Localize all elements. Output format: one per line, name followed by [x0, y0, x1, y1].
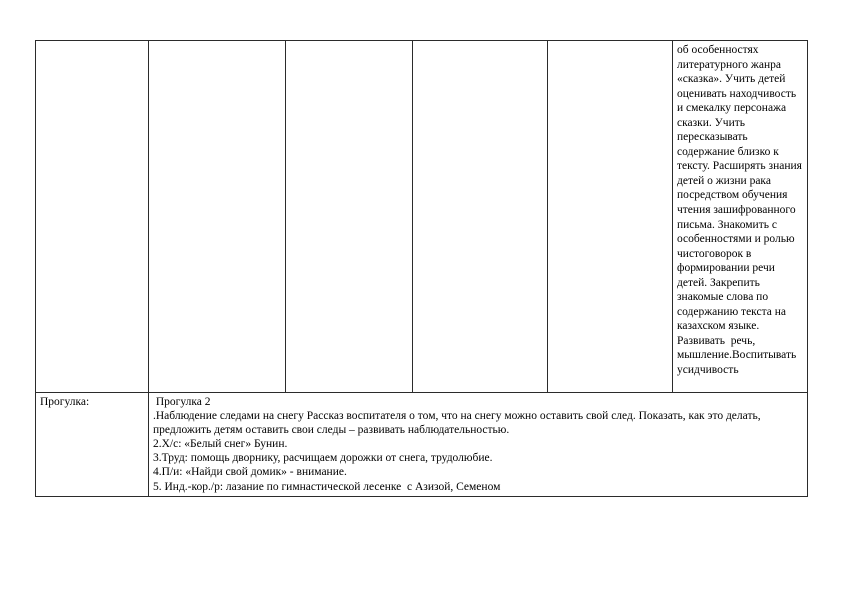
empty-cell-5 — [548, 41, 673, 393]
empty-cell-3 — [286, 41, 413, 393]
walk-label-cell: Прогулка: — [36, 393, 149, 497]
empty-cell-4 — [413, 41, 548, 393]
walk-item-individual-work: 5. Инд.-кор./р: лазание по гимнастической лесенке с Азизой, Семеном — [153, 480, 501, 493]
walk-row — [36, 393, 808, 497]
walk-item-fiction: 2.Х/с: «Белый снег» Бунин. — [153, 438, 288, 451]
objectives-row — [36, 41, 808, 393]
lesson-plan-table — [35, 40, 808, 497]
empty-cell-2 — [149, 41, 286, 393]
walk-content-cell — [149, 393, 808, 497]
walk-title: Прогулка 2 — [153, 396, 211, 408]
walk-item-game: 4.П/и: «Найди свой домик» - внимание. — [153, 466, 347, 479]
walk-item-labor: 3.Труд: помощь дворнику, расчищаем дорожки от снега, трудолюбие. — [153, 452, 493, 465]
objectives-text-cell: об особенностях литературного жанра «сказка». Учить детей оценивать находчивость и смекалку персонажа сказки. Учить пересказывать содержание близко к тексту. Расширять знания детей о жизни рака посредством обучения чтения зашифрованного письма. Знакомить с особенностями и ролью чистоговорок в формировании речи детей. Закрепить знакомые слова по содержанию текста на казахском языке. Развивать речь, мышление.Воспитывать усидчивость — [673, 41, 808, 393]
walk-item-observation: .Наблюдение следами на снегу Рассказ воспитателя о том, что на снегу можно оставить свой след. Показать, как это делать, предложить детям оставить свои следы – развивать наблюдательностью. — [153, 410, 764, 437]
empty-cell-1 — [36, 41, 149, 393]
